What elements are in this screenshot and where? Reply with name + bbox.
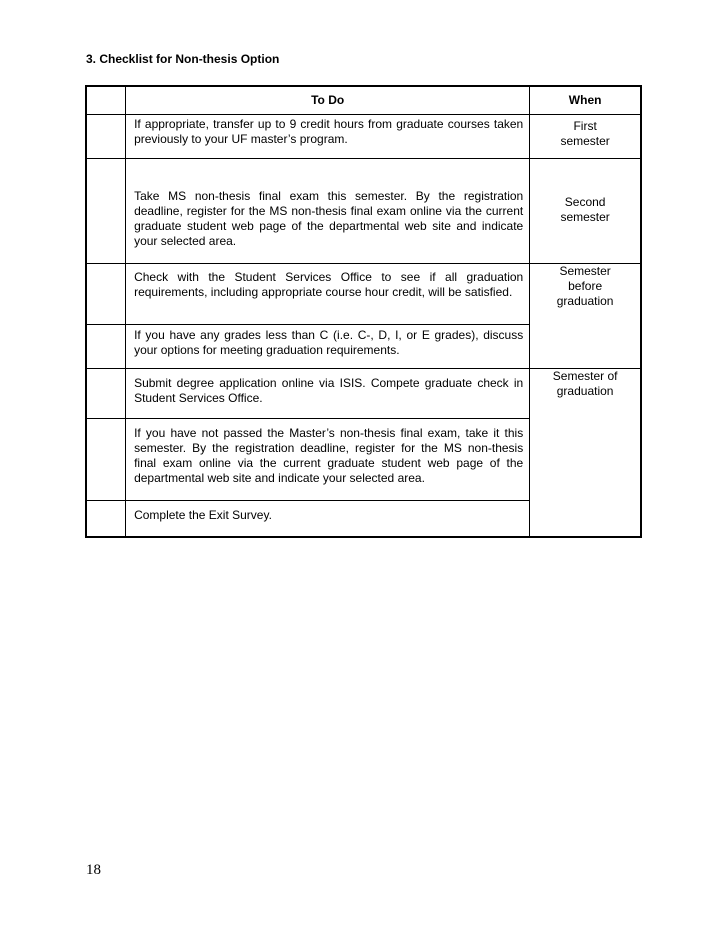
checkbox-cell[interactable] bbox=[86, 501, 126, 538]
todo-cell: If you have any grades less than C (i.e. C-, D, I, or E grades), discuss your options for meeting graduation requirements. bbox=[126, 325, 530, 369]
todo-cell: If appropriate, transfer up to 9 credit hours from graduate courses taken previously to your UF master’s program. bbox=[126, 115, 530, 159]
when-line: graduation bbox=[556, 294, 614, 308]
page-number: 18 bbox=[86, 862, 101, 878]
todo-cell: Submit degree application online via ISIS. Compete graduate check in Student Services Office. bbox=[126, 369, 530, 419]
when-line: Second bbox=[564, 195, 606, 209]
todo-cell: If you have not passed the Master’s non-thesis final exam, take it this semester. By the registration deadline, register for the MS non-thesis final exam online via the current graduate student web page of the departmental web site and indicate your selected area. bbox=[126, 419, 530, 501]
checkbox-cell[interactable] bbox=[86, 419, 126, 501]
when-line: graduation bbox=[556, 384, 614, 398]
checkbox-cell[interactable] bbox=[86, 369, 126, 419]
when-cell-first-semester bbox=[530, 115, 641, 159]
checkbox-cell[interactable] bbox=[86, 115, 126, 159]
section-heading: 3. Checklist for Non-thesis Option bbox=[86, 52, 280, 66]
when-cell-semester-before-graduation bbox=[530, 264, 641, 369]
table-header-row bbox=[86, 86, 641, 115]
checkbox-column-header bbox=[86, 86, 126, 115]
when-line: Semester bbox=[559, 264, 611, 278]
todo-column-header: To Do bbox=[126, 86, 530, 115]
when-column-header: When bbox=[530, 86, 641, 115]
checkbox-cell[interactable] bbox=[86, 159, 126, 264]
table-row bbox=[86, 369, 641, 419]
table-row bbox=[86, 159, 641, 264]
checkbox-cell[interactable] bbox=[86, 264, 126, 325]
todo-cell: Check with the Student Services Office to see if all graduation requirements, including appropriate course hour credit, will be satisfied. bbox=[126, 264, 530, 325]
checklist-table bbox=[85, 85, 642, 538]
todo-cell: Complete the Exit Survey. bbox=[126, 501, 530, 538]
checkbox-cell[interactable] bbox=[86, 325, 126, 369]
when-cell-second-semester bbox=[530, 159, 641, 264]
when-line: First bbox=[573, 119, 597, 133]
when-cell-semester-of-graduation bbox=[530, 369, 641, 538]
table-row bbox=[86, 264, 641, 325]
when-line: Semester of bbox=[552, 369, 618, 383]
when-line: before bbox=[568, 279, 603, 293]
when-line: semester bbox=[560, 210, 610, 224]
table-row bbox=[86, 115, 641, 159]
todo-cell: Take MS non-thesis final exam this semester. By the registration deadline, register for the MS non-thesis final exam online via the current graduate student web page of the departmental web site and indicate your selected area. bbox=[126, 159, 530, 264]
when-line: semester bbox=[560, 134, 610, 148]
